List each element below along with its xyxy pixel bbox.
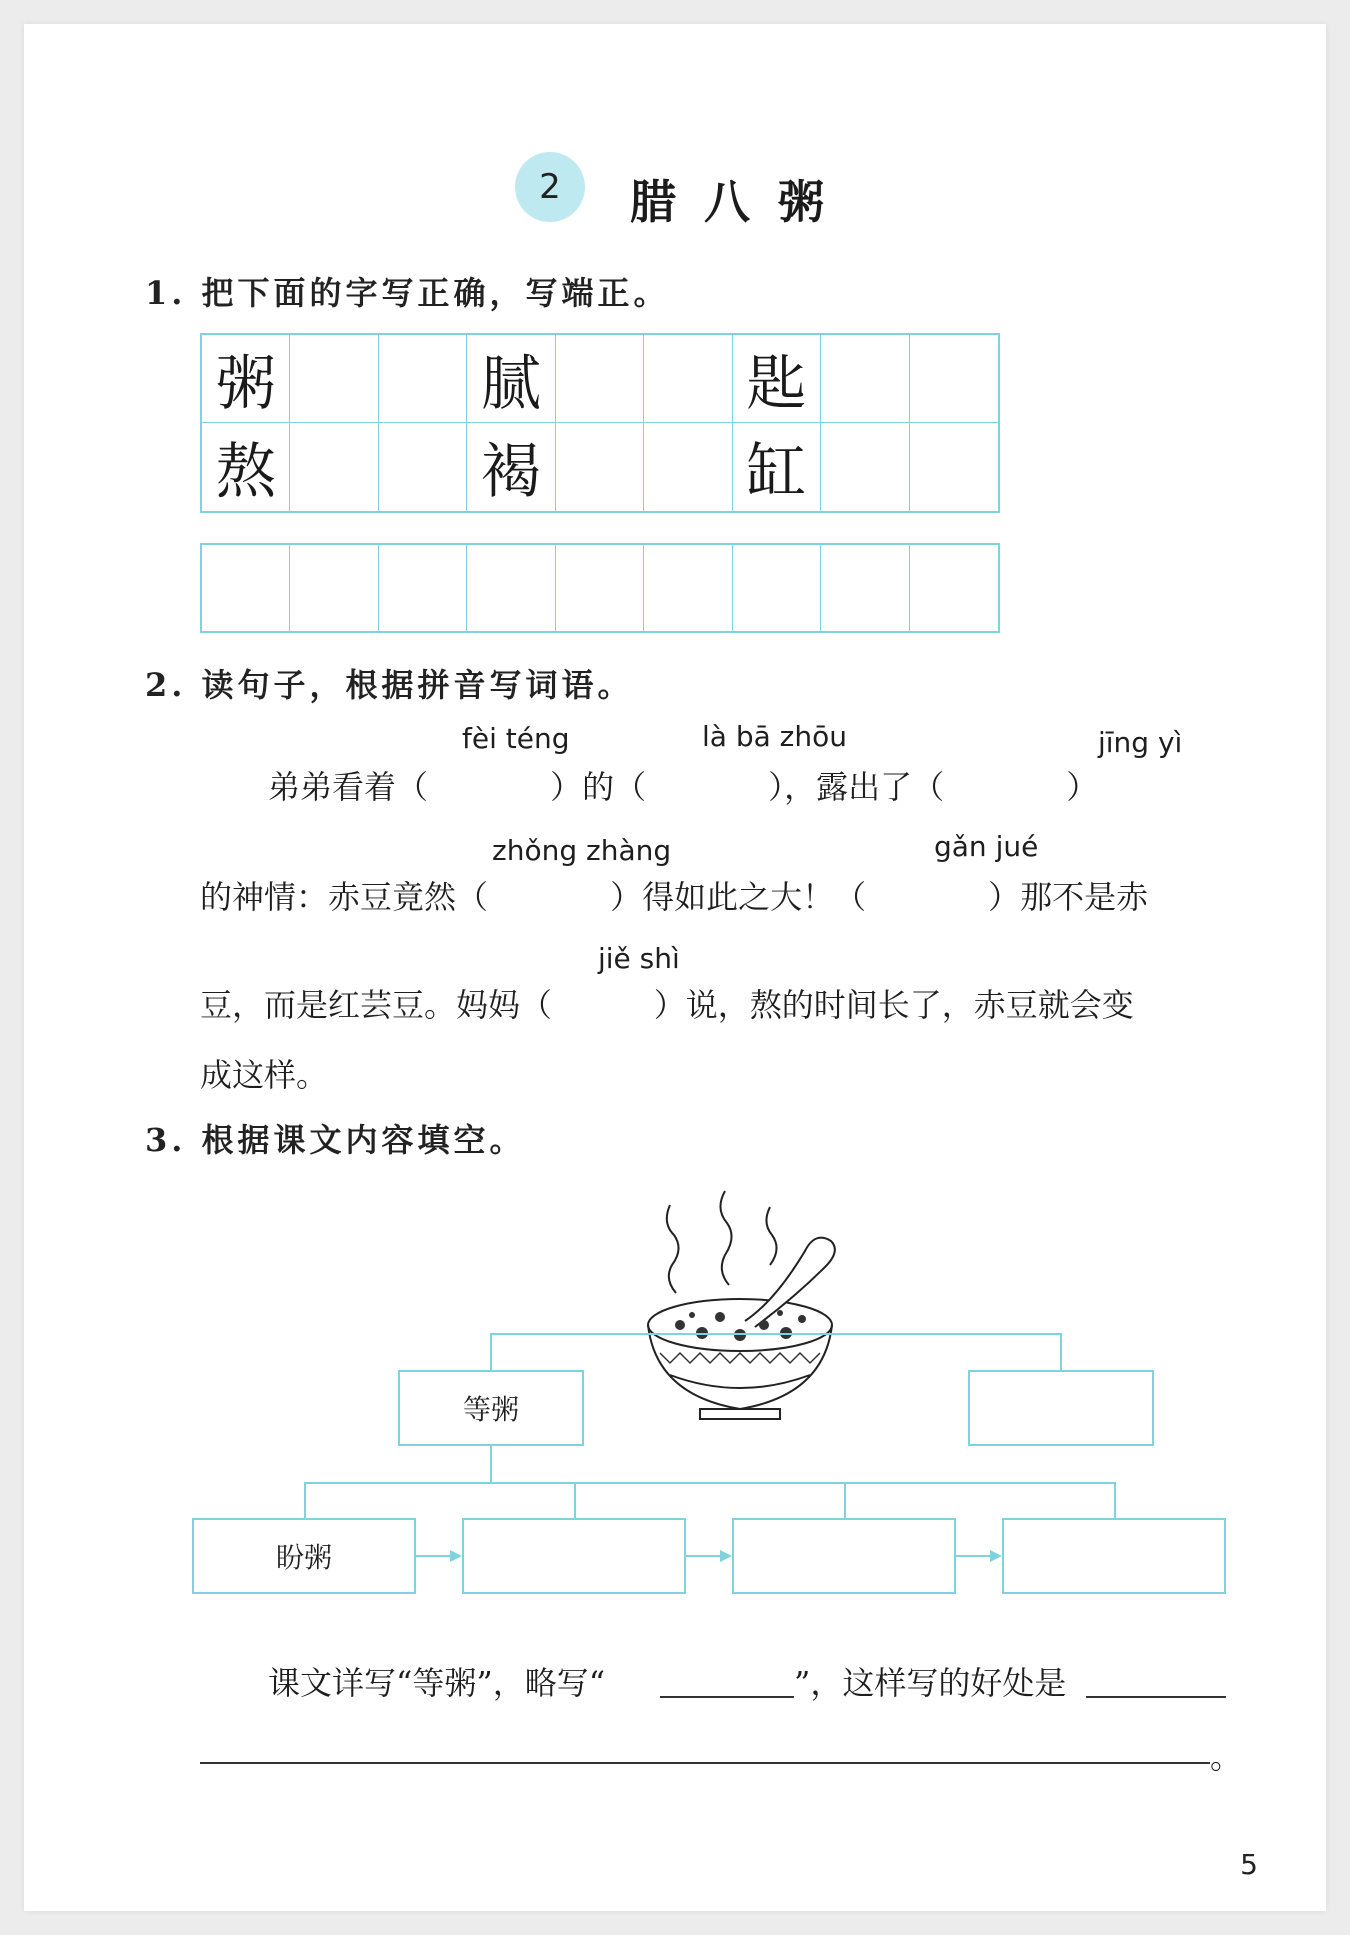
grid-cell[interactable]: 熬 xyxy=(202,423,290,511)
grid-cell[interactable] xyxy=(556,423,644,511)
grid-cell[interactable] xyxy=(644,335,732,423)
character-practice-grid xyxy=(200,333,1000,513)
grid-cell[interactable] xyxy=(644,545,732,631)
grid-cell[interactable] xyxy=(821,545,909,631)
grid-cell[interactable] xyxy=(733,545,821,631)
sentence-line-2: 的神情：赤豆竟然（ ）得如此之大！（ ）那不是赤 xyxy=(200,878,1149,916)
grid-cell[interactable] xyxy=(910,335,998,423)
blank-brief-part[interactable] xyxy=(660,1696,794,1698)
grid-cell[interactable] xyxy=(290,423,378,511)
grid-cell[interactable] xyxy=(379,335,467,423)
porridge-bowl-illustration xyxy=(640,1185,860,1425)
grid-cell[interactable] xyxy=(290,335,378,423)
grid-cell[interactable] xyxy=(467,545,555,631)
grid-cell[interactable] xyxy=(910,423,998,511)
grid-cell[interactable] xyxy=(556,335,644,423)
pinyin-gan-jue: gǎn jué xyxy=(934,830,1039,863)
grid-cell[interactable] xyxy=(556,545,644,631)
connector-wait-down xyxy=(490,1446,492,1482)
lesson-number-badge: 2 xyxy=(515,152,585,222)
grid-cell[interactable] xyxy=(290,545,378,631)
question-2-heading: 2. 读句子，根据拼音写词语。 xyxy=(145,666,634,704)
question-1-heading: 1. 把下面的字写正确，写端正。 xyxy=(145,274,670,312)
pinyin-zhong-zhang: zhǒng zhàng xyxy=(492,834,672,867)
sentence-line-3: 豆，而是红芸豆。妈妈（ ）说，熬的时间长了，赤豆就会变 xyxy=(200,986,1134,1024)
connector-right-down xyxy=(1060,1333,1062,1371)
arrow-line-3 xyxy=(956,1555,990,1557)
box-hope-porridge: 盼粥 xyxy=(192,1518,416,1594)
pinyin-la-ba-zhou: là bā zhōu xyxy=(702,720,847,753)
blank-benefit-1[interactable] xyxy=(1086,1696,1226,1698)
arrow-line-2 xyxy=(686,1555,720,1557)
connector-bottom xyxy=(304,1482,1116,1484)
grid-cell[interactable]: 匙 xyxy=(733,335,821,423)
question-3-heading: 3. 根据课文内容填空。 xyxy=(145,1121,526,1159)
page-number: 5 xyxy=(1240,1848,1258,1881)
grid-cell[interactable]: 缸 xyxy=(733,423,821,511)
arrow-right-icon xyxy=(990,1550,1002,1562)
blank-benefit-2[interactable] xyxy=(200,1762,1210,1764)
connector-top xyxy=(490,1333,1062,1335)
grid-cell[interactable]: 腻 xyxy=(467,335,555,423)
connector-2-down xyxy=(574,1482,576,1518)
pinyin-jing-yi: jīng yì xyxy=(1098,726,1183,759)
pinyin-jie-shi: jiě shì xyxy=(598,942,680,975)
fill-sentence-end: 。 xyxy=(1210,1738,1243,1776)
sentence-line-4: 成这样。 xyxy=(200,1056,329,1094)
connector-left-down xyxy=(490,1333,492,1371)
connector-4-down xyxy=(1114,1482,1116,1518)
grid-cell[interactable]: 粥 xyxy=(202,335,290,423)
box-wait-porridge: 等粥 xyxy=(398,1370,584,1446)
pinyin-fei-teng: fèi téng xyxy=(462,722,570,755)
grid-cell[interactable] xyxy=(644,423,732,511)
box-blank-2[interactable] xyxy=(462,1518,686,1594)
box-blank-4[interactable] xyxy=(1002,1518,1226,1594)
grid-cell[interactable] xyxy=(821,423,909,511)
connector-1-down xyxy=(304,1482,306,1518)
arrow-right-icon xyxy=(720,1550,732,1562)
grid-cell[interactable] xyxy=(379,545,467,631)
grid-cell[interactable] xyxy=(379,423,467,511)
lesson-title: 腊八粥 xyxy=(630,175,852,229)
grid-cell[interactable] xyxy=(910,545,998,631)
grid-cell[interactable] xyxy=(821,335,909,423)
extra-practice-grid xyxy=(200,543,1000,633)
sentence-line-1: 弟弟看着（ ）的（ ），露出了（ ） xyxy=(268,768,1099,806)
arrow-line-1 xyxy=(416,1555,450,1557)
grid-cell[interactable]: 褐 xyxy=(467,423,555,511)
fill-sentence-mid: ”，这样写的好处是 xyxy=(794,1664,1067,1702)
arrow-right-icon xyxy=(450,1550,462,1562)
box-blank-3[interactable] xyxy=(732,1518,956,1594)
grid-cell[interactable] xyxy=(202,545,290,631)
connector-3-down xyxy=(844,1482,846,1518)
box-right-blank[interactable] xyxy=(968,1370,1154,1446)
fill-sentence-start: 课文详写“等粥”，略写“ xyxy=(268,1664,606,1702)
